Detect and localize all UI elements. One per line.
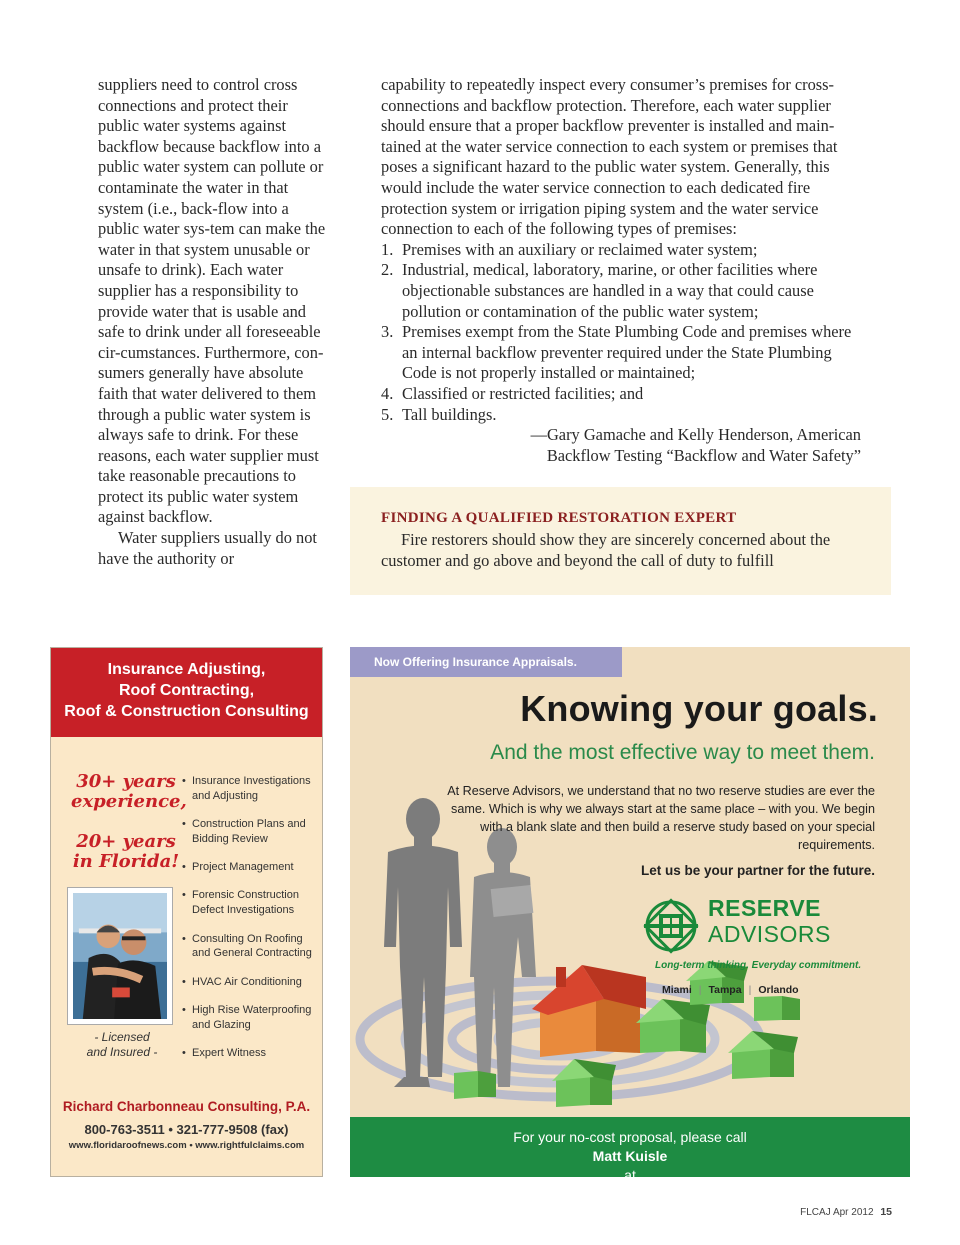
article-paragraph: suppliers need to control cross connections and protect their public water systems against backflow because backflow into a public water system can pollute or contaminate the water in that system (i.e., back-flow into a public water sys-tem can make the water in that system unusable or unsafe to drink). Each water supplier has a responsibility to provide water that is usable and safe to drink under all foreseeable cir-cumstances. Furthermore, con-sumers generally have absolute faith that water delivered to them through a public water system is always safe to drink. For these reasons, each water supplier must take reasonable precautions to protect its public water system against backflow. xyxy=(98,75,326,527)
contact-or-visit: or visit xyxy=(609,1205,651,1221)
attribution-line: —Gary Gamache and Kelly Henderson, American xyxy=(530,425,861,445)
logo-wordmark-top: RESERVE xyxy=(708,895,822,921)
service-item: • Forensic Construction Defect Investigations xyxy=(182,888,322,918)
company-name: Richard Charbonneau Consulting, P.A. xyxy=(62,1099,311,1114)
florida-years: 20+ years xyxy=(76,831,176,852)
city-separator: | xyxy=(748,984,752,996)
service-item: • Consulting On Roofing and General Contracting xyxy=(182,932,322,962)
list-text: Classified or restricted facilities; and xyxy=(402,383,644,403)
contact-website-link[interactable]: reserveadvisors.com xyxy=(559,1224,701,1240)
ad-partner-line: Let us be your partner for the future. xyxy=(640,863,875,878)
experience-label: experience, xyxy=(71,791,187,812)
sidebar-text: Fire restorers should show they are sincerely concerned about the customer and go above and beyond the call of duty to fulfill xyxy=(381,530,831,570)
city-separator: | xyxy=(698,984,702,996)
article-attribution xyxy=(381,425,865,466)
city-label: Orlando xyxy=(758,984,799,996)
ad-headline: Knowing your goals. xyxy=(520,688,878,729)
experience-callout xyxy=(71,771,187,812)
services-list xyxy=(182,774,322,1074)
ad-header-line: Insurance Adjusting, xyxy=(107,661,266,678)
issue-date: Apr 2012 xyxy=(832,1207,874,1218)
article-column-left xyxy=(98,75,330,569)
city-label: Tampa xyxy=(708,984,742,996)
contact-at: at xyxy=(624,1167,636,1183)
company-phones: 800-763-3511 • 321-777-9508 (fax) xyxy=(84,1122,289,1137)
charbonneau-ad xyxy=(50,647,323,1177)
ad-header xyxy=(51,648,322,737)
licensed-line: - Licensed xyxy=(94,1030,150,1044)
city-label: Miami xyxy=(662,984,692,996)
contact-phone: (800) 980-9881 xyxy=(582,1186,678,1202)
list-item xyxy=(381,384,865,405)
attribution-line: Backflow Testing “Backflow and Water Safety” xyxy=(546,445,861,465)
service-item: • HVAC Air Conditioning xyxy=(182,975,322,990)
list-text: Tall buildings. xyxy=(402,404,497,424)
list-text: Premises exempt from the State Plumbing Code and premises where an internal backflow preventer required under the State Plumbing Code is not properly installed or maintained; xyxy=(402,322,852,383)
experience-years: 30+ years xyxy=(76,771,176,792)
page-number: 15 xyxy=(880,1206,892,1218)
list-item xyxy=(381,322,865,384)
sidebar-heading: FINDING A QUALIFIED RESTORATION EXPERT xyxy=(381,510,737,526)
owner-photo xyxy=(67,887,173,1025)
owner-photo-illustration xyxy=(73,893,167,1019)
list-item xyxy=(381,240,865,261)
list-number: 2. xyxy=(381,260,394,280)
ad-header-line: Roof & Construction Consulting xyxy=(64,703,309,720)
service-item: • Project Management xyxy=(182,860,322,875)
list-text: Premises with an auxiliary or reclaimed water system; xyxy=(402,239,758,259)
publication-name: FLCAJ xyxy=(800,1207,831,1218)
article-column-right xyxy=(381,75,865,466)
article-paragraph: Water suppliers usually do not have the authority or xyxy=(98,528,317,568)
list-text: Industrial, medical, laboratory, marine, or other facilities where objectionable substances are handled in a way that could cause pollution or contamination of the public water system; xyxy=(402,260,818,321)
ad-header-line: Roof Contracting, xyxy=(118,682,255,699)
ad-subheadline: And the most effective way to meet them. xyxy=(490,741,875,764)
contact-line-2 xyxy=(350,1166,910,1242)
offer-banner: Now Offering Insurance Appraisals. xyxy=(350,647,622,677)
list-number: 4. xyxy=(381,383,394,403)
contact-name: Matt Kuisle xyxy=(592,1148,668,1164)
page-folio xyxy=(800,1206,892,1218)
florida-label: in Florida! xyxy=(72,851,180,872)
service-item: • Construction Plans and Bidding Review xyxy=(182,817,322,847)
service-item: • Insurance Investigations and Adjusting xyxy=(182,774,322,804)
florida-callout xyxy=(71,832,181,872)
reserve-advisors-logo xyxy=(644,893,831,957)
ad-body-text: At Reserve Advisors, we understand that no two reserve studies are ever the same. Which is why we always start at the same place – with you. We begin with a blank slate and then build a reserve study based on your special requirements. xyxy=(447,784,875,852)
list-item xyxy=(381,260,865,322)
article-paragraph: capability to repeatedly inspect every consumer’s premises for cross-connections and backflow protection. Therefore, each water supplier should ensure that a proper backflow preventer is installed and main-tained at the water service connection to each system or premises that poses a significant hazard to the public water system. Generally, this would include the water service connection to each dedicated fire protection system or irrigation piping system and the water service connection to each of the following types of premises: xyxy=(381,75,838,239)
company-websites[interactable]: www.floridaroofnews.com • www.rightfulclaims.com xyxy=(68,1140,305,1151)
service-item: • High Rise Waterproofing and Glazing xyxy=(182,1003,322,1033)
logo-wordmark-bottom: ADVISORS xyxy=(708,921,831,947)
list-number: 5. xyxy=(381,404,394,424)
list-number: 1. xyxy=(381,239,394,259)
sidebar-box xyxy=(350,487,891,595)
logo-emblem-icon xyxy=(644,899,698,953)
licensed-line: and Insured - xyxy=(86,1045,158,1059)
contact-line-1 xyxy=(350,1128,910,1166)
premises-list xyxy=(381,240,865,425)
list-item xyxy=(381,405,865,426)
list-number: 3. xyxy=(381,322,394,342)
contact-prefix: For your no-cost proposal, please call xyxy=(513,1129,747,1145)
office-cities xyxy=(662,984,799,996)
logo-tagline: Long-term thinking. Everyday commitment. xyxy=(655,960,862,971)
licensed-note xyxy=(63,1030,181,1060)
service-item: • Expert Witness xyxy=(182,1046,322,1061)
